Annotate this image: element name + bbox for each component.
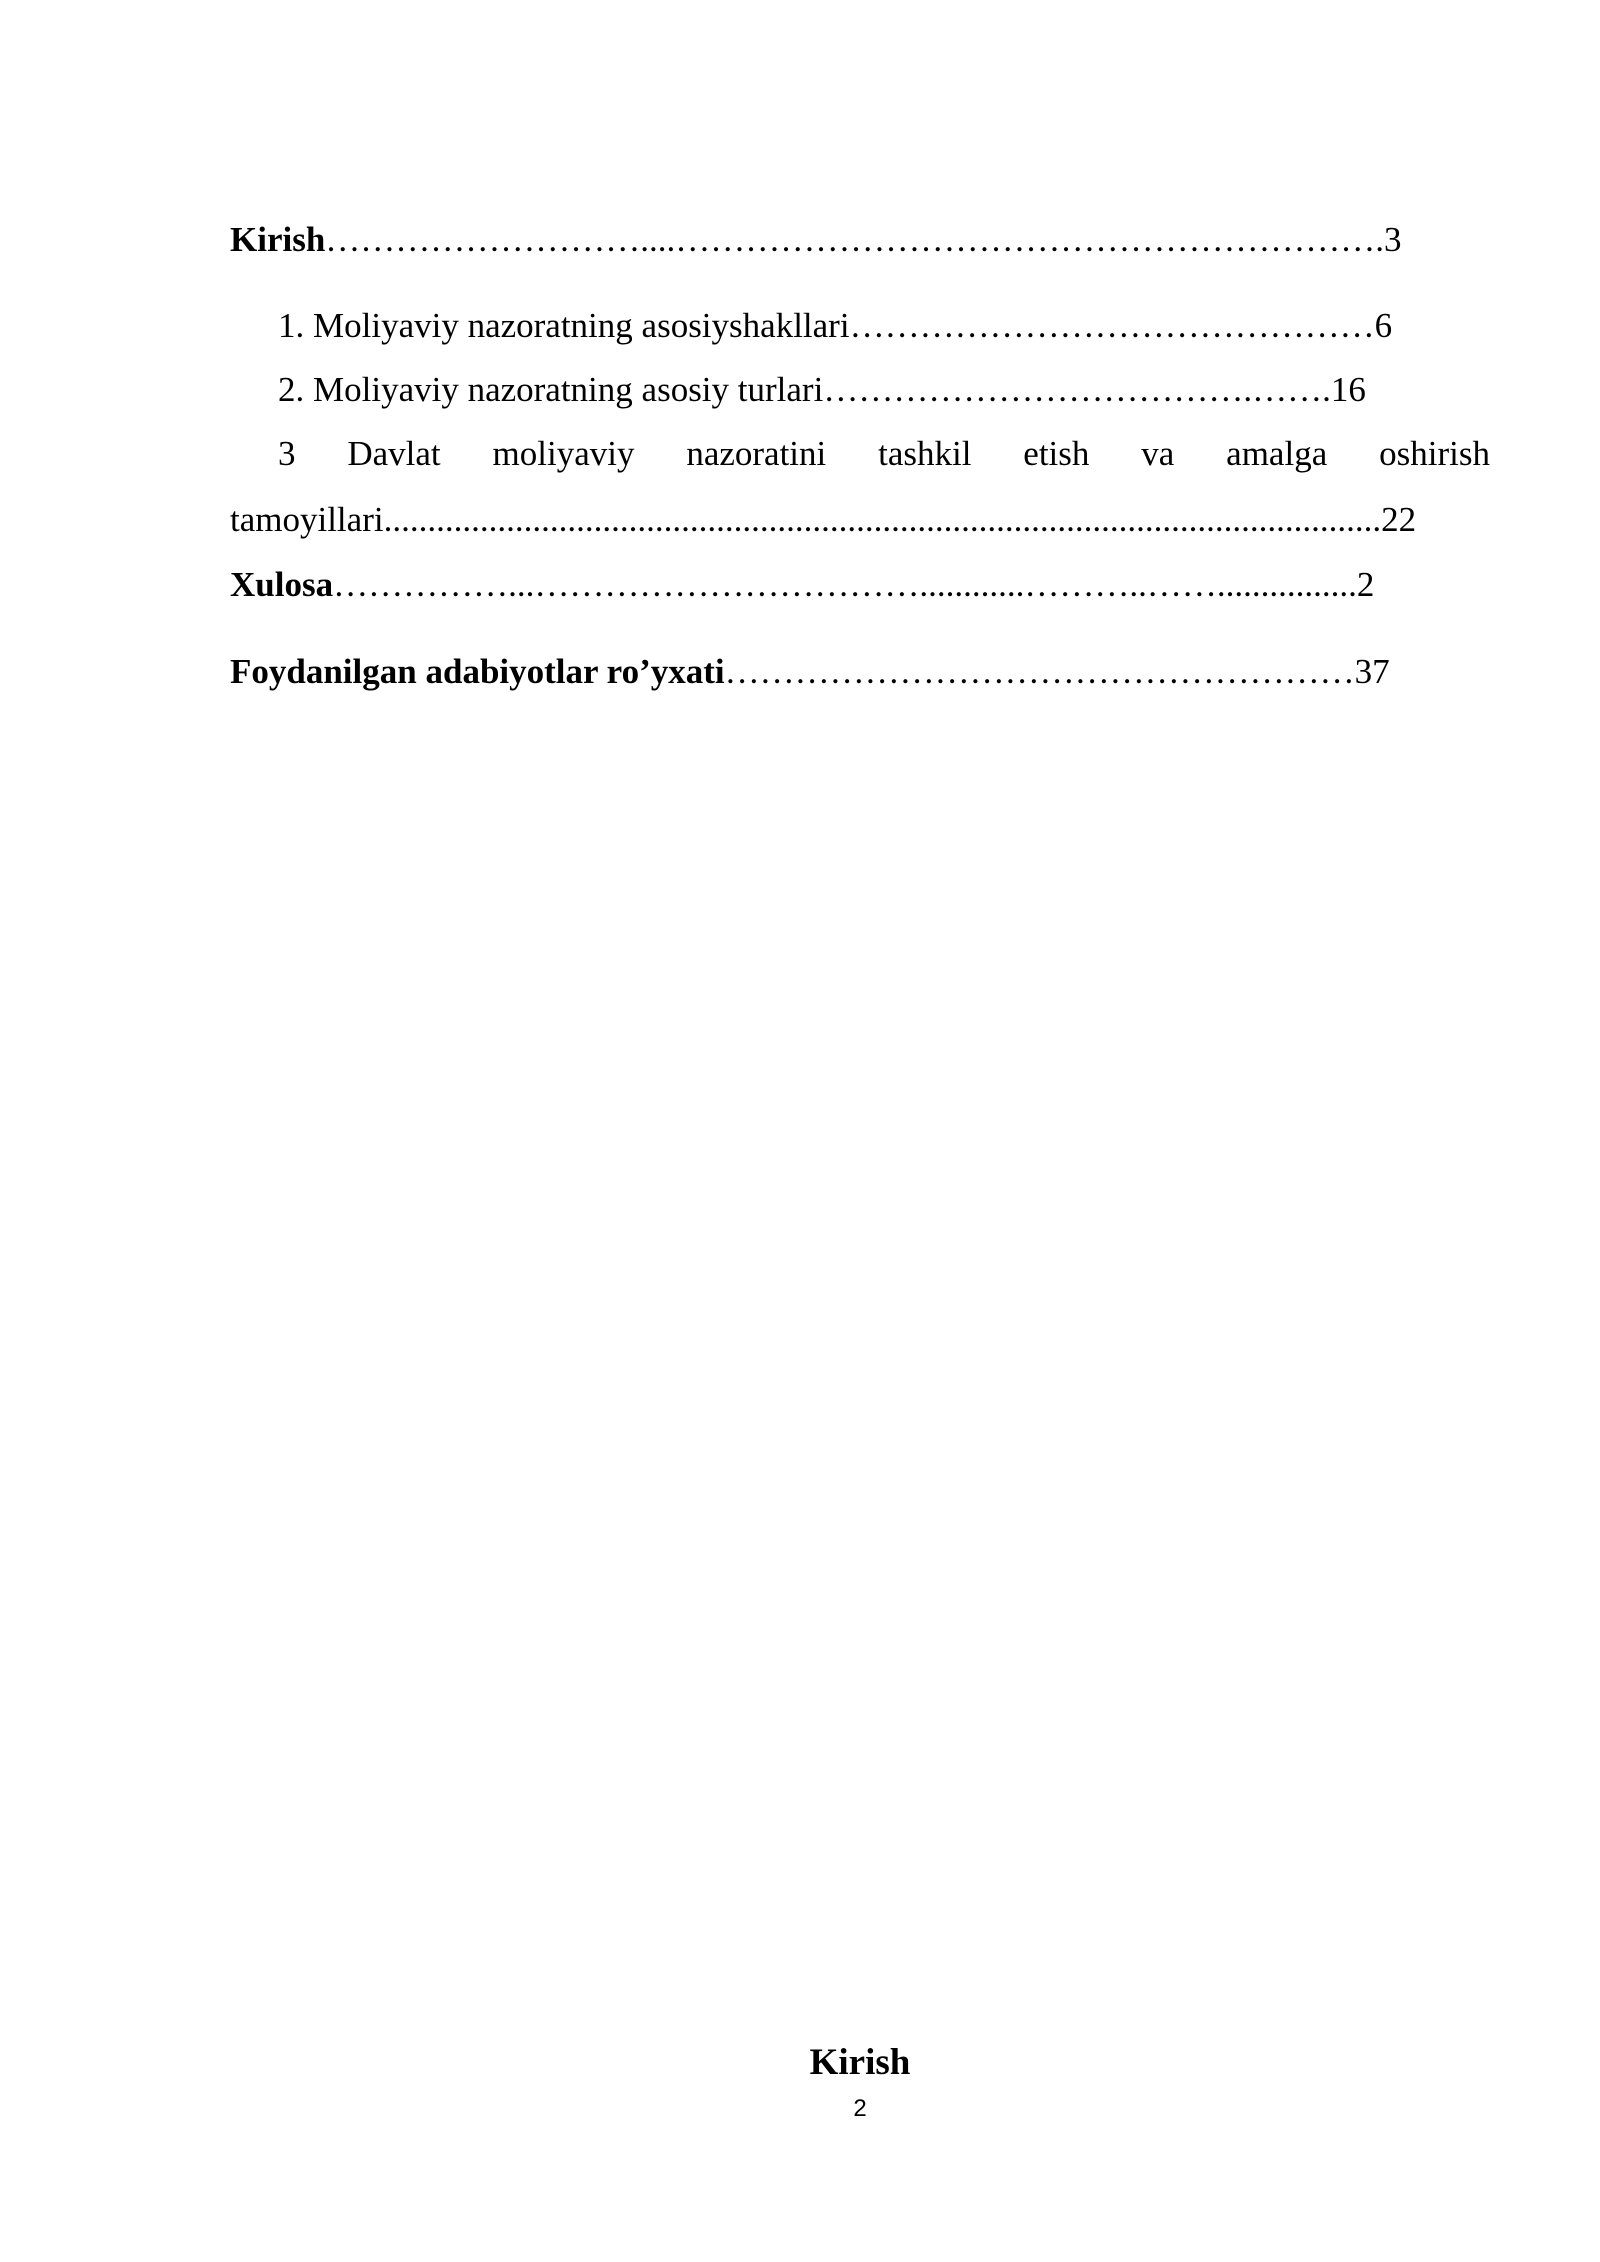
toc-page-number: 6 — [1374, 306, 1393, 345]
section-heading: Kirish — [809, 2042, 911, 2083]
toc-entry-xulosa — [230, 567, 1374, 602]
toc-page-number: 2 — [1356, 565, 1375, 604]
toc-entry-label: tamoyillari — [230, 500, 384, 539]
toc-page-number: 16 — [1330, 370, 1366, 409]
toc-word: oshirish — [1379, 434, 1490, 473]
toc-word: amalga — [1226, 434, 1328, 473]
toc-word: nazoratini — [686, 434, 827, 473]
toc-entry-kirish — [230, 222, 1402, 257]
toc-entry-2 — [278, 372, 1366, 407]
toc-word: 3 — [278, 434, 296, 473]
toc-entry-label: 1. Moliyaviy nazoratning asosiyshakllari — [278, 306, 850, 345]
toc-word: etish — [1023, 434, 1090, 473]
toc-entry-3-first-line — [278, 436, 1490, 471]
toc-leader-dots: ……………………………….……. — [823, 370, 1331, 409]
toc-entry-label: Xulosa — [230, 565, 334, 604]
toc-page-number: 22 — [1381, 500, 1417, 539]
toc-page-number: 3 — [1384, 220, 1402, 259]
toc-page-number: 37 — [1354, 652, 1390, 691]
toc-leader-dots: ……………………………………………… — [724, 652, 1355, 691]
toc-word: tashkil — [878, 434, 972, 473]
toc-leader-dots: ………………………....……………………………………………………. — [325, 220, 1385, 259]
toc-word: va — [1141, 434, 1175, 473]
toc-leader-dots: ……………………………………… — [849, 306, 1375, 345]
toc-word: moliyaviy — [492, 434, 635, 473]
toc-entry-adabiyotlar — [230, 654, 1390, 689]
toc-entry-label: Foydanilgan adabiyotlar ro’yxati — [230, 652, 725, 691]
page-number: 2 — [853, 2095, 867, 2122]
toc-word: Davlat — [347, 434, 441, 473]
toc-leader-dots: .................................................................................................................. — [383, 500, 1382, 539]
toc-entry-3-continuation — [230, 502, 1416, 537]
toc-leader-dots: ……………...……………………………............………..……................ — [333, 565, 1357, 604]
toc-entry-1 — [278, 308, 1392, 343]
toc-entry-label: 2. Moliyaviy nazoratning asosiy turlari — [278, 370, 824, 409]
toc-entry-label: Kirish — [230, 220, 326, 259]
